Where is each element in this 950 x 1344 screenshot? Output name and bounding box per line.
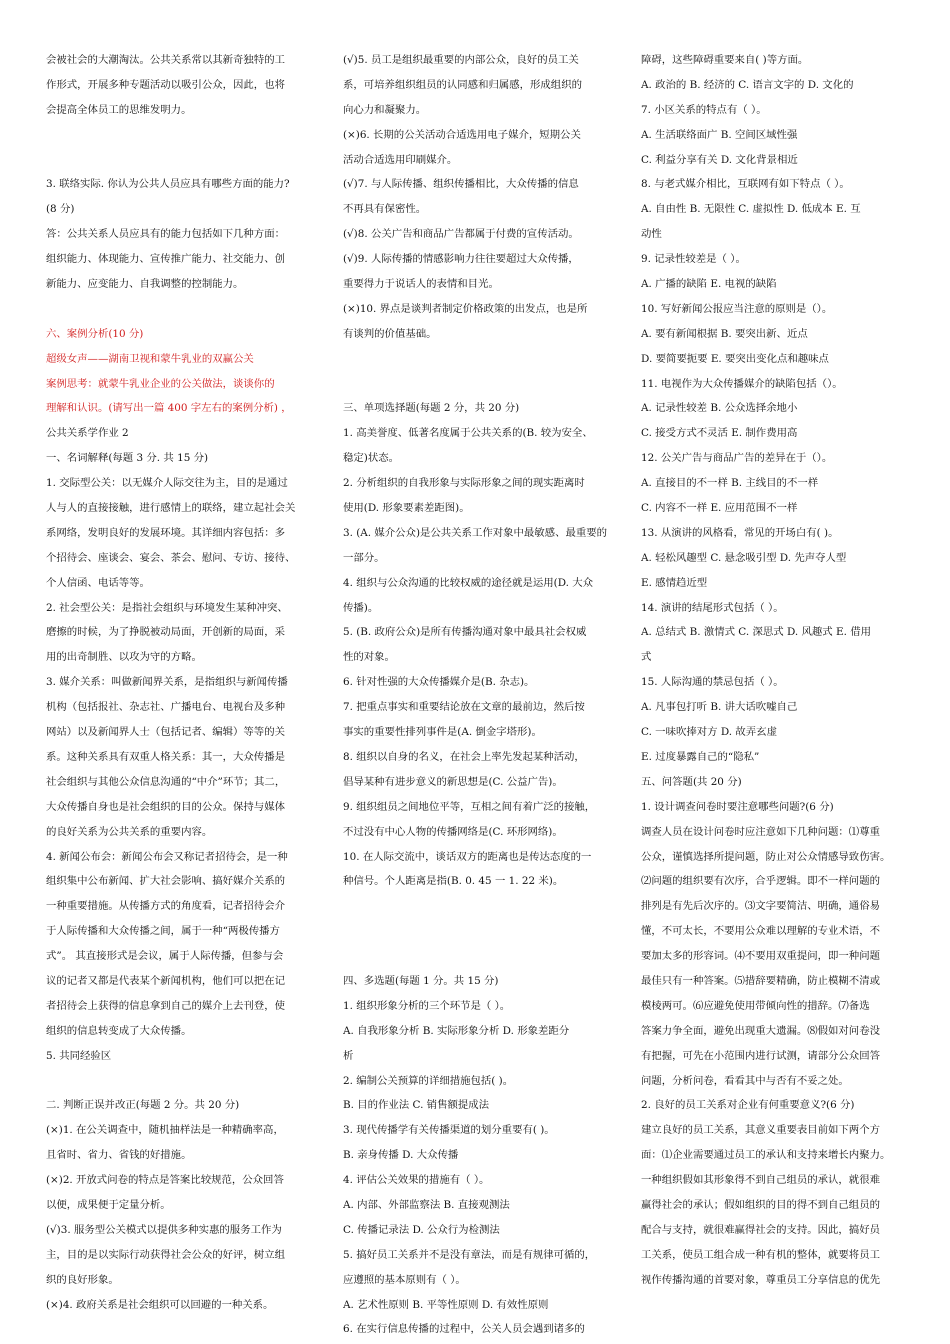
text-line: 个人信函、电话等等。: [46, 576, 150, 589]
text-line: [46, 123, 310, 148]
text-line: 传播)。: [343, 601, 379, 614]
text-line: 组织能力、体现能力、宣传推广能力、社交能力、创: [46, 253, 285, 266]
text-line: A. 生活联络面广 B. 空间区域性强: [641, 128, 798, 141]
text-line: A. 要有新闻根据 B. 要突出新、近点: [641, 327, 808, 340]
text-line: [46, 1069, 310, 1094]
text-line: 问题，分析问卷，看看其中与否有不妥之处。: [641, 1074, 849, 1087]
text-line: 5. (B. 政府公众)是所有传播沟通对象中最具社会权威: [343, 626, 587, 639]
text-column-middle: [343, 48, 609, 1342]
text-line: C. 一味吹捧对方 D. 故弄玄虚: [641, 726, 777, 739]
text-line: 建立良好的员工关系，其意义重要表目前如下两个方: [641, 1124, 880, 1137]
text-line: (√)9. 人际传播的情感影响力往往要超过大众传播，: [343, 253, 579, 266]
text-line: 3. 联络实际. 你认为公共人员应具有哪些方面的能力?: [46, 178, 290, 191]
text-line: 1. 交际型公关：以无媒介人际交往为主，目的是通过: [46, 477, 288, 490]
text-line: (8 分): [46, 203, 75, 216]
text-line: 懂，不可太长，不要用公众难以理解的专业术语，不: [641, 925, 880, 938]
text-column-left: [46, 48, 310, 1317]
text-line: E. 感情趋近型: [641, 576, 708, 589]
text-line: ⑵问题的组织要有次序，合乎逻辑。即不一样问题的: [641, 875, 880, 888]
text-line: 应遵照的基本原则有（ ）。: [343, 1273, 466, 1286]
text-line: 1. 高美誉度、低著名度属于公共关系的(B. 较为安全、: [343, 427, 593, 440]
text-line: 有把握，可先在小范围内进行试测，请部分公众回答: [641, 1049, 880, 1062]
text-line: 12. 公关广告与商品广告的差异在于（）。: [641, 452, 833, 465]
text-line: [343, 919, 609, 944]
text-line: (√)3. 服务型公关模式以提供多种实惠的服务工作为: [46, 1223, 282, 1236]
text-line: 个招待会、座谈会、宴会、茶会、慰问、专访、接待、: [46, 551, 296, 564]
text-line: (×)1. 在公关调查中，随机抽样法是一种精确率高，: [46, 1124, 284, 1137]
text-line: A. 总结式 B. 激情式 C. 深思式 D. 风趣式 E. 借用: [641, 626, 871, 639]
text-line: 3. 现代传播学有关传播渠道的划分重要有( )。: [343, 1124, 555, 1137]
text-line: 种信号。个人距离是指(B. 0. 45 一 1. 22 米)。: [343, 875, 564, 888]
text-line: 大众传播自身也是社会组织的目的公众。保持与媒体: [46, 800, 285, 813]
text-line: [343, 944, 609, 969]
text-line: 超级女声——湖南卫视和蒙牛乳业的双赢公关: [46, 352, 254, 365]
text-line: 不再具有保密性。: [343, 203, 427, 216]
text-line: 系。这种关系具有双重人格关系：其一，大众传播是: [46, 750, 285, 763]
text-line: 3. (A. 媒介公众)是公共关系工作对象中最敏感、最重要的: [343, 526, 608, 539]
text-line: (×)6. 长期的公关活动合适选用电子媒介，短期公关: [343, 128, 581, 141]
text-line: 10. 写好新闻公报应当注意的原则是（）。: [641, 302, 833, 315]
text-line: B. 亲身传播 D. 大众传播: [343, 1149, 459, 1162]
text-line: 用的出奇制胜、以攻为守的方略。: [46, 651, 202, 664]
text-line: A. 直接目的不一样 B. 主线目的不一样: [641, 477, 819, 490]
text-line: 会被社会的大潮淘汰。公共关系常以其新奇独特的工: [46, 54, 285, 66]
text-line: A. 自我形象分析 B. 实际形象分析 D. 形象差距分: [343, 1024, 570, 1037]
text-line: 10. 在人际交流中，谈话双方的距离也是传达态度的一: [343, 850, 592, 863]
text-line: 社会组织与其他公众信息沟通的“中介”环节；其二，: [46, 775, 286, 788]
text-column-right: [641, 48, 909, 1293]
text-line: 公众，谨慎选择所提问题，防止对公众情感导致伤害。: [641, 850, 891, 863]
text-line: A. 凡事包打听 B. 讲大话吹嘘自己: [641, 701, 798, 714]
text-line: 活动合适选用印刷媒介。: [343, 153, 458, 166]
text-line: 磨擦的时候，为了挣脱被动局面，开创新的局面，采: [46, 626, 285, 639]
text-line: (√)5. 员工是组织最重要的内部公众，良好的员工关: [343, 54, 579, 66]
text-line: 9. 组织组员之间地位平等，互相之间有着广泛的接触，: [343, 800, 596, 813]
text-line: 答案力争全面，避免出现重大遗漏。⑻假如对问卷没: [641, 1024, 880, 1037]
text-line: 机构（包括报社、杂志社、广播电台、电视台及多种: [46, 701, 285, 714]
text-line: 系网络，发明良好的发展环境。其详细内容包括：多: [46, 526, 285, 539]
text-line: C. 内容不一样 E. 应用范围不一样: [641, 502, 798, 515]
text-line: 2. 分析组织的自我形象与实际形象之间的现实距离时: [343, 477, 585, 490]
text-line: 2. 良好的员工关系对企业有何重要意义?(6 分): [641, 1099, 855, 1112]
text-line: (√)8. 公关广告和商品广告都属于付费的宣传活动。: [343, 228, 579, 241]
text-line: A. 政治的 B. 经济的 C. 语言文字的 D. 文化的: [641, 78, 854, 91]
text-line: (√)7. 与人际传播、组织传播相比，大众传播的信息: [343, 178, 579, 191]
text-line: 三、单项选择题(每题 2 分，共 20 分): [343, 402, 520, 415]
text-line: 排列是有先后次序的。⑶文字要简洁、明确，通俗易: [641, 900, 880, 913]
text-line: 9. 记录性较差是（ ）。: [641, 253, 746, 266]
text-line: 7. 把重点事实和重要结论放在文章的最前边，然后按: [343, 701, 585, 714]
text-line: 动性: [641, 228, 662, 241]
text-line: 案例思考：就蒙牛乳业企业的公关做法，谈谈你的: [46, 377, 275, 390]
text-line: 使用(D. 形象要素差距图)。: [343, 502, 470, 515]
text-line: 析: [343, 1049, 354, 1062]
text-line: B. 目的作业法 C. 销售额提成法: [343, 1099, 490, 1112]
text-line: 主，目的是以实际行动获得社会公众的好评，树立组: [46, 1248, 285, 1261]
text-line: 向心力和凝聚力。: [343, 103, 427, 116]
text-line: A. 内部、外部监察法 B. 直接观测法: [343, 1198, 510, 1211]
text-line: 组织集中公布新闻、扩大社会影响、搞好媒介关系的: [46, 875, 285, 888]
text-line: 面：⑴企业需要通过员工的承认和支持来增长内聚力。: [641, 1149, 891, 1162]
text-line: 组织的信息转变成了大众传播。: [46, 1024, 192, 1037]
text-line: (×)4. 政府关系是社会组织可以回避的一种关系。: [46, 1298, 274, 1311]
text-line: 14. 演讲的结尾形式包括（ ）。: [641, 601, 784, 614]
text-line: A. 自由性 B. 无限性 C. 虚拟性 D. 低成本 E. 互: [641, 203, 861, 216]
text-line: 6. 针对性强的大众传播媒介是(B. 杂志)。: [343, 676, 535, 689]
text-line: 六、案例分析(10 分): [46, 327, 144, 340]
text-line: 4. 组织与公众沟通的比较权威的途径就是运用(D. 大众: [343, 576, 594, 589]
text-line: A. 记录性较差 B. 公众选择余地小: [641, 402, 798, 415]
text-line: 新能力、应变能力、自我调整的控制能力。: [46, 278, 244, 291]
text-line: A. 轻松风趣型 C. 悬念吸引型 D. 先声夺人型: [641, 551, 847, 564]
text-line: 一种组织假如其形象得不到自己组员的承认，就很难: [641, 1174, 880, 1187]
text-line: 障碍，这些障碍重要来自( )等方面。: [641, 54, 809, 66]
text-line: 不过没有中心人物的传播网络是(C. 环形网络)。: [343, 825, 563, 838]
text-line: 人与人的直接接触，进行感情上的联络，建立起社会关: [46, 502, 296, 515]
text-line: 且省时、省力、省钱的好措施。: [46, 1149, 192, 1162]
text-line: 一、名词解释(每题 3 分. 共 15 分): [46, 452, 209, 465]
text-line: 性的对象。: [343, 651, 395, 664]
text-line: C. 接受方式不灵活 E. 制作费用高: [641, 427, 798, 440]
text-line: A. 艺术性原则 B. 平等性原则 D. 有效性原则: [343, 1298, 549, 1311]
text-line: 会提高全体员工的思维发明力。: [46, 103, 192, 116]
text-line: 8. 与老式媒介相比，互联网有如下特点（ ）。: [641, 178, 850, 191]
text-line: 答：公共关系人员应具有的能力包括如下几种方面：: [46, 228, 285, 241]
text-line: 4. 评估公关效果的措施有（ ）。: [343, 1174, 490, 1187]
text-line: E. 过度暴露自己的“隐私”: [641, 750, 760, 763]
text-line: 的良好关系为公共关系的重要内容。: [46, 825, 213, 838]
text-line: (×)10. 界点是谈判者制定价格政策的出发点，也是所: [343, 302, 588, 315]
text-line: 二. 判断正误并改正(每题 2 分。共 20 分): [46, 1099, 240, 1112]
text-line: 四、多选题(每题 1 分。共 15 分): [343, 974, 499, 987]
text-line: 有谈判的价值基础。: [343, 327, 437, 340]
text-line: (×)2. 开放式问卷的特点是答案比较规范，公众回答: [46, 1174, 284, 1187]
text-line: 重要得力于说话人的表情和目光。: [343, 278, 499, 291]
text-line: 5. 搞好员工关系并不是没有章法，而是有规律可循的，: [343, 1248, 596, 1261]
text-line: 5. 共同经验区: [46, 1049, 112, 1062]
text-line: 系，可培养组织组员的认同感和归属感，形成组织的: [343, 78, 582, 91]
text-line: C. 传播记录法 D. 公众行为检测法: [343, 1223, 500, 1236]
text-line: 以便，成果便于定量分析。: [46, 1198, 171, 1211]
text-line: 13. 从演讲的风格看，常见的开场白有( )。: [641, 526, 839, 539]
text-line: 一种重要措施。从传播方式的角度看，记者招待会介: [46, 900, 285, 913]
text-line: [343, 347, 609, 372]
text-line: 式: [641, 651, 652, 664]
text-line: 赢得社会的承认；假如组织的目的得不到自己组员的: [641, 1198, 880, 1211]
text-line: 1. 设计调查问卷时要注意哪些问题?(6 分): [641, 800, 834, 813]
text-line: [343, 894, 609, 919]
text-line: 倡导某种有进步意义的新思想是(C. 公益广告)。: [343, 775, 563, 788]
text-line: 模棱两可。⑹应避免使用带倾向性的措辞。⑺备选: [641, 999, 870, 1012]
text-line: [46, 297, 310, 322]
text-line: 五、问答题(共 20 分): [641, 775, 742, 788]
text-line: 2. 编制公关预算的详细措施包括( )。: [343, 1074, 514, 1087]
text-line: A. 广播的缺陷 E. 电视的缺陷: [641, 278, 777, 291]
text-line: 2. 社会型公关：是指社会组织与环境发生某种冲突、: [46, 601, 288, 614]
text-line: [343, 372, 609, 397]
text-line: 1. 组织形象分析的三个环节是（ ）。: [343, 999, 511, 1012]
text-line: 11. 电视作为大众传播媒介的缺陷包括（）。: [641, 377, 843, 390]
text-line: 织的良好形象。: [46, 1273, 119, 1286]
text-line: 调查人员在设计问卷时应注意如下几种问题：⑴尊重: [641, 825, 880, 838]
text-line: 15. 人际沟通的禁忌包括（ ）。: [641, 676, 784, 689]
text-line: 6. 在实行信息传播的过程中，公关人员会遇到诸多的: [343, 1323, 585, 1336]
text-line: 于人际传播和大众传播之间，属于一种“两极传播方: [46, 925, 280, 938]
text-line: 作形式，开展多种专题活动以吸引公众，因此，也将: [46, 78, 285, 91]
text-line: [46, 148, 310, 173]
text-line: 者招待会上获得的信息拿到自己的媒介上去刊登，使: [46, 999, 285, 1012]
text-line: 要加太多的形容词。⑷不要用双重提问，即一种问题: [641, 950, 880, 963]
text-line: 式”。 其直接形式是会议，属于人际传播，但参与会: [46, 950, 284, 963]
text-line: 视作传播沟通的首要对象，尊重员工分享信息的优先: [641, 1273, 880, 1286]
text-line: 理解和认识。(请写出一篇 400 字左右的案例分析) ，: [46, 402, 292, 415]
text-line: 配合与支持，就很难赢得社会的支持。因此，搞好员: [641, 1223, 880, 1236]
text-line: 最佳只有一种答案。⑸措辞要精确，防止模糊不清或: [641, 974, 880, 987]
text-line: 稳定)状态。: [343, 452, 400, 465]
text-line: 一部分。: [343, 551, 385, 564]
text-line: 4. 新闻公布会：新闻公布会又称记者招待会，是一种: [46, 850, 288, 863]
text-line: 工关系，使员工组合成一种有机的整体，就要将员工: [641, 1248, 880, 1261]
text-line: 8. 组织以自身的名义，在社会上率先发起某种活动，: [343, 750, 585, 763]
text-line: 事实的重要性排列事件是(A. 倒金字塔形)。: [343, 726, 542, 739]
text-line: 7. 小区关系的特点有（ ）。: [641, 103, 767, 116]
text-line: 公共关系学作业 2: [46, 427, 129, 440]
text-line: 3. 媒介关系：叫做新闻界关系，是指组织与新闻传播: [46, 676, 288, 689]
text-line: C. 利益分享有关 D. 文化背景相近: [641, 153, 798, 166]
text-line: D. 要简要扼要 E. 要突出变化点和趣味点: [641, 352, 829, 365]
text-line: 网站）以及新闻界人士（包括记者、编辑）等等的关: [46, 726, 285, 739]
text-line: 议的记者又都是代表某个新闻机构，他们可以把在记: [46, 974, 285, 987]
